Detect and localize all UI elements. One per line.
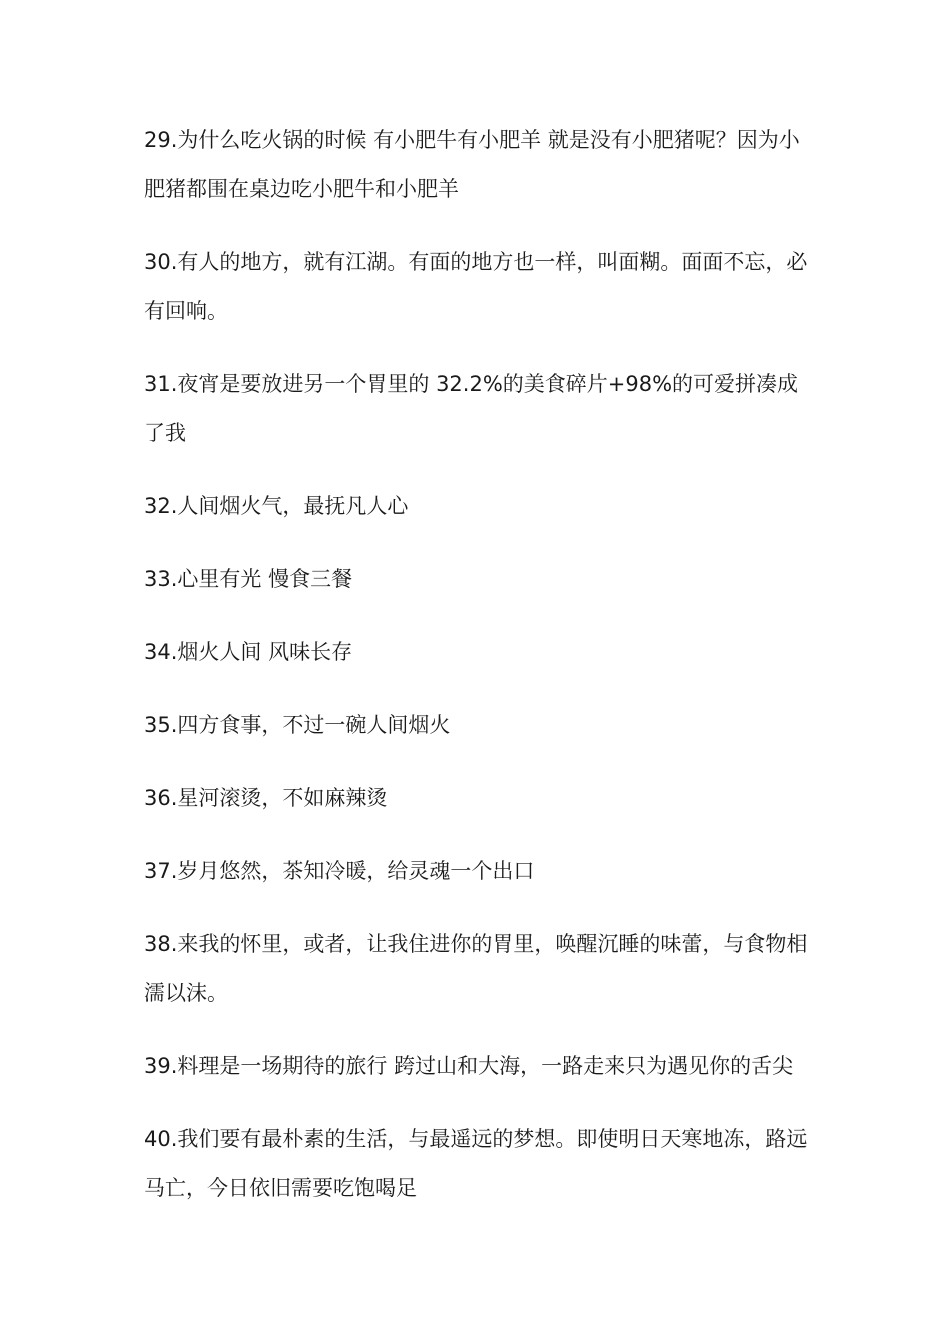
paragraph-40: 40.我们要有最朴素的生活，与最遥远的梦想。即使明日天寒地冻，路远马亡，今日依旧需要吃饱喝足 <box>144 1127 808 1200</box>
paragraph-34: 34.烟火人间 风味长存 <box>144 640 353 664</box>
paragraph-31: 31.夜宵是要放进另一个胃里的 32.2%的美食碎片+98%的可爱拼凑成了我 <box>144 372 799 445</box>
paragraph-35: 35.四方食事，不过一碗人间烟火 <box>144 713 451 737</box>
paragraph-30: 30.有人的地方，就有江湖。有面的地方也一样，叫面糊。面面不忘，必有回响。 <box>144 250 808 323</box>
paragraph-37: 37.岁月悠然，茶知冷暖，给灵魂一个出口 <box>144 859 535 883</box>
paragraph-38: 38.来我的怀里，或者，让我住进你的胃里，唤醒沉睡的味蕾，与食物相濡以沫。 <box>144 932 808 1005</box>
paragraph-33: 33.心里有光 慢食三餐 <box>144 567 353 591</box>
document-body <box>144 116 812 1237</box>
paragraph-39: 39.料理是一场期待的旅行 跨过山和大海，一路走来只为遇见你的舌尖 <box>144 1054 794 1078</box>
paragraph-32: 32.人间烟火气，最抚凡人心 <box>144 494 409 518</box>
paragraph-36: 36.星河滚烫，不如麻辣烫 <box>144 786 388 810</box>
paragraph-29: 29.为什么吃火锅的时候 有小肥牛有小肥羊 就是没有小肥猪呢？因为小肥猪都围在桌边吃小肥牛和小肥羊 <box>144 128 800 201</box>
